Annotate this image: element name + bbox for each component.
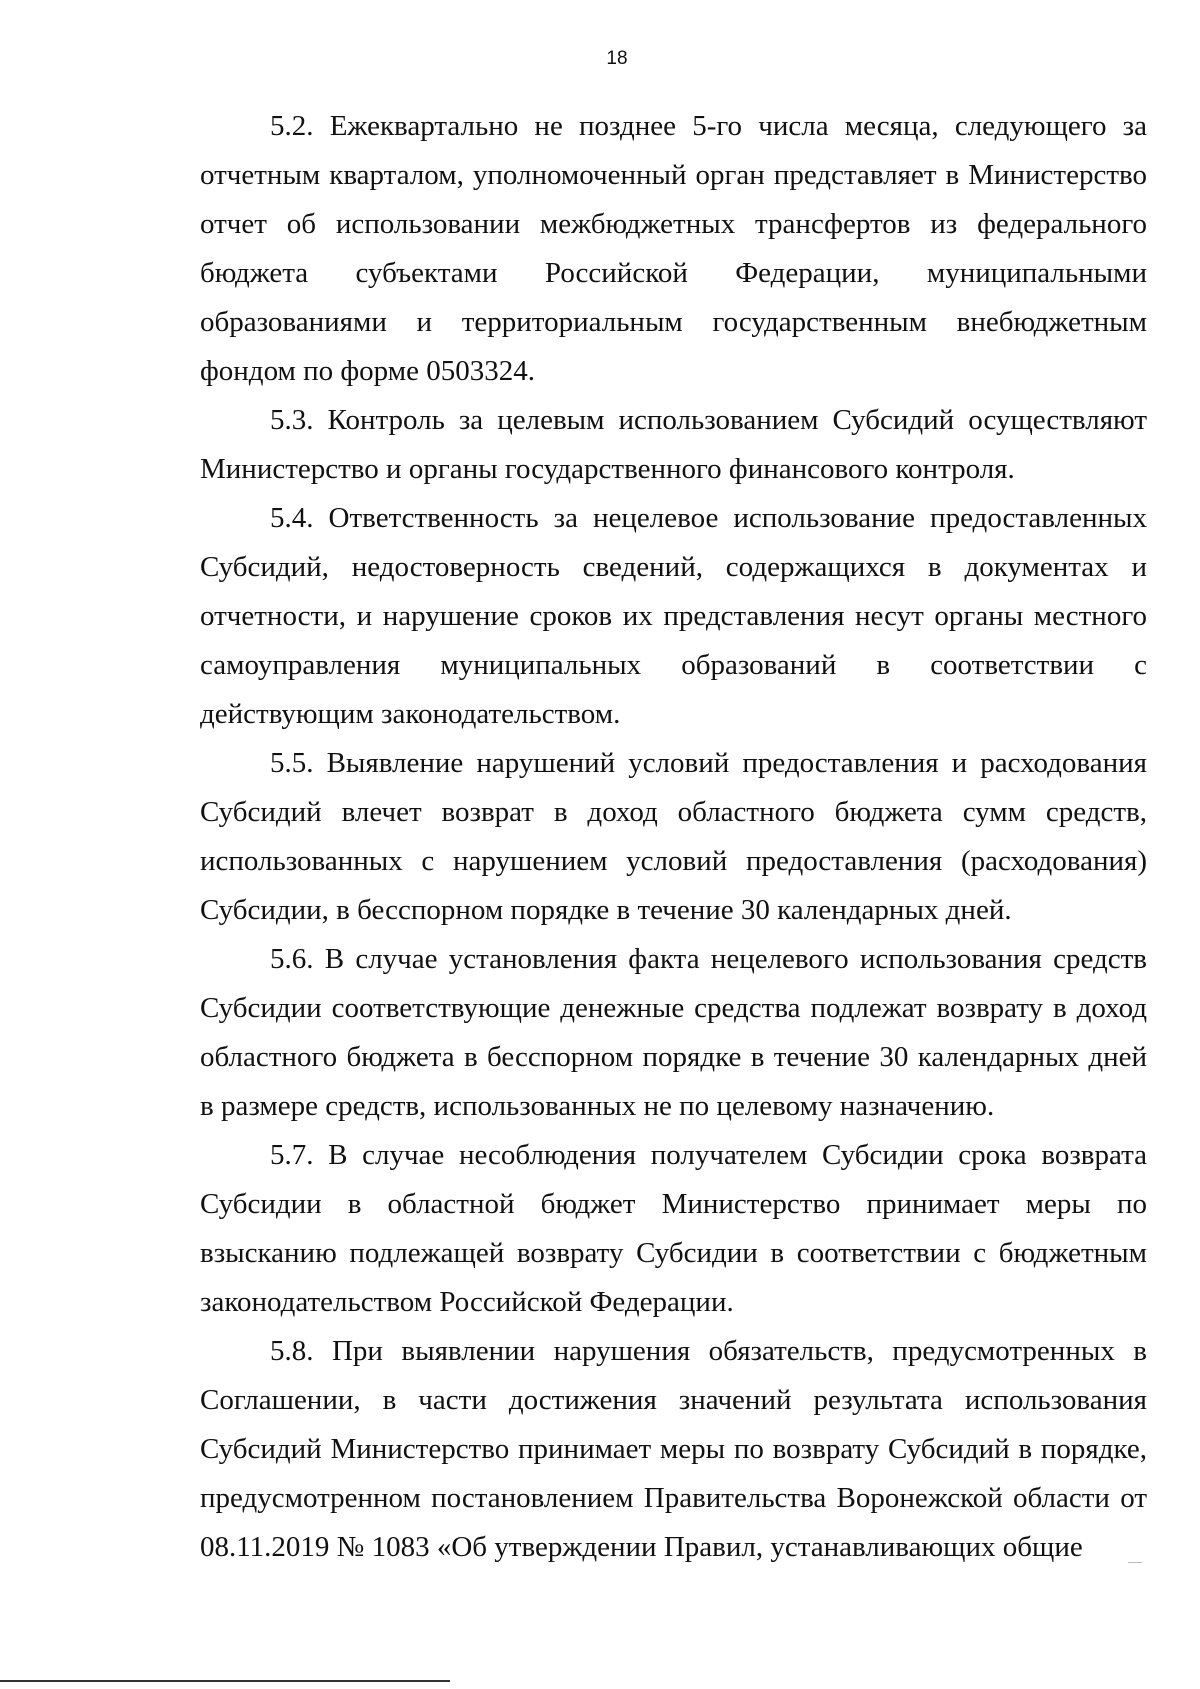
paragraph-5-6: 5.6. В случае установления факта нецелевого использования средств Субсидии соответствующие денежные средства подлежат возврату в доход областного бюджета в бесспорном порядке в течение 30 календарных дней в размере средств, использованных не по целевому назначению. — [200, 943, 1147, 1122]
page-number: 18 — [606, 48, 628, 69]
paragraph-5-7: 5.7. В случае несоблюдения получателем Субсидии срока возврата Субсидии в областной бюджет Министерство принимает меры по взысканию подлежащей возврату Субсидии в соответствии с бюджетным законодательством Российской Федерации. — [200, 1139, 1147, 1318]
paragraph-5-5: 5.5. Выявление нарушений условий предоставления и расходования Субсидий влечет возврат в доход областного бюджета сумм средств, использованных с нарушением условий предоставления (расходования) Субсидии, в бесспорном порядке в течение 30 календарных дней. — [200, 747, 1147, 926]
paragraph-5-3: 5.3. Контроль за целевым использованием Субсидий осуществляют Министерство и органы государственного финансового контроля. — [200, 404, 1147, 485]
paragraph-5-8: 5.8. При выявлении нарушения обязательств, предусмотренных в Соглашении, в части достижения значений результата использования Субсидий Министерство принимает меры по возврату Субсидий в порядке, предусмотренном постановлением Правительства Воронежской области от 08.11.2019 № 1083 «Об утверждении Правил, устанавливающих общие — [200, 1335, 1147, 1563]
bottom-rule — [0, 1680, 450, 1682]
document-body — [200, 102, 1147, 1572]
paragraph-5-4: 5.4. Ответственность за нецелевое использование предоставленных Субсидий, недостоверность сведений, содержащихся в документах и отчетности, и нарушение сроков их представления несут органы местного самоуправления муниципальных образований в соответствии с действующим законодательством. — [200, 502, 1147, 730]
scan-mark — [1128, 1562, 1142, 1563]
paragraph-5-2: 5.2. Ежеквартально не позднее 5-го числа месяца, следующего за отчетным кварталом, уполномоченный орган представляет в Министерство отчет об использовании межбюджетных трансфертов из федерального бюджета субъектами Российской Федерации, муниципальными образованиями и территориальным государственным внебюджетным фондом по форме 0503324. — [200, 110, 1147, 387]
